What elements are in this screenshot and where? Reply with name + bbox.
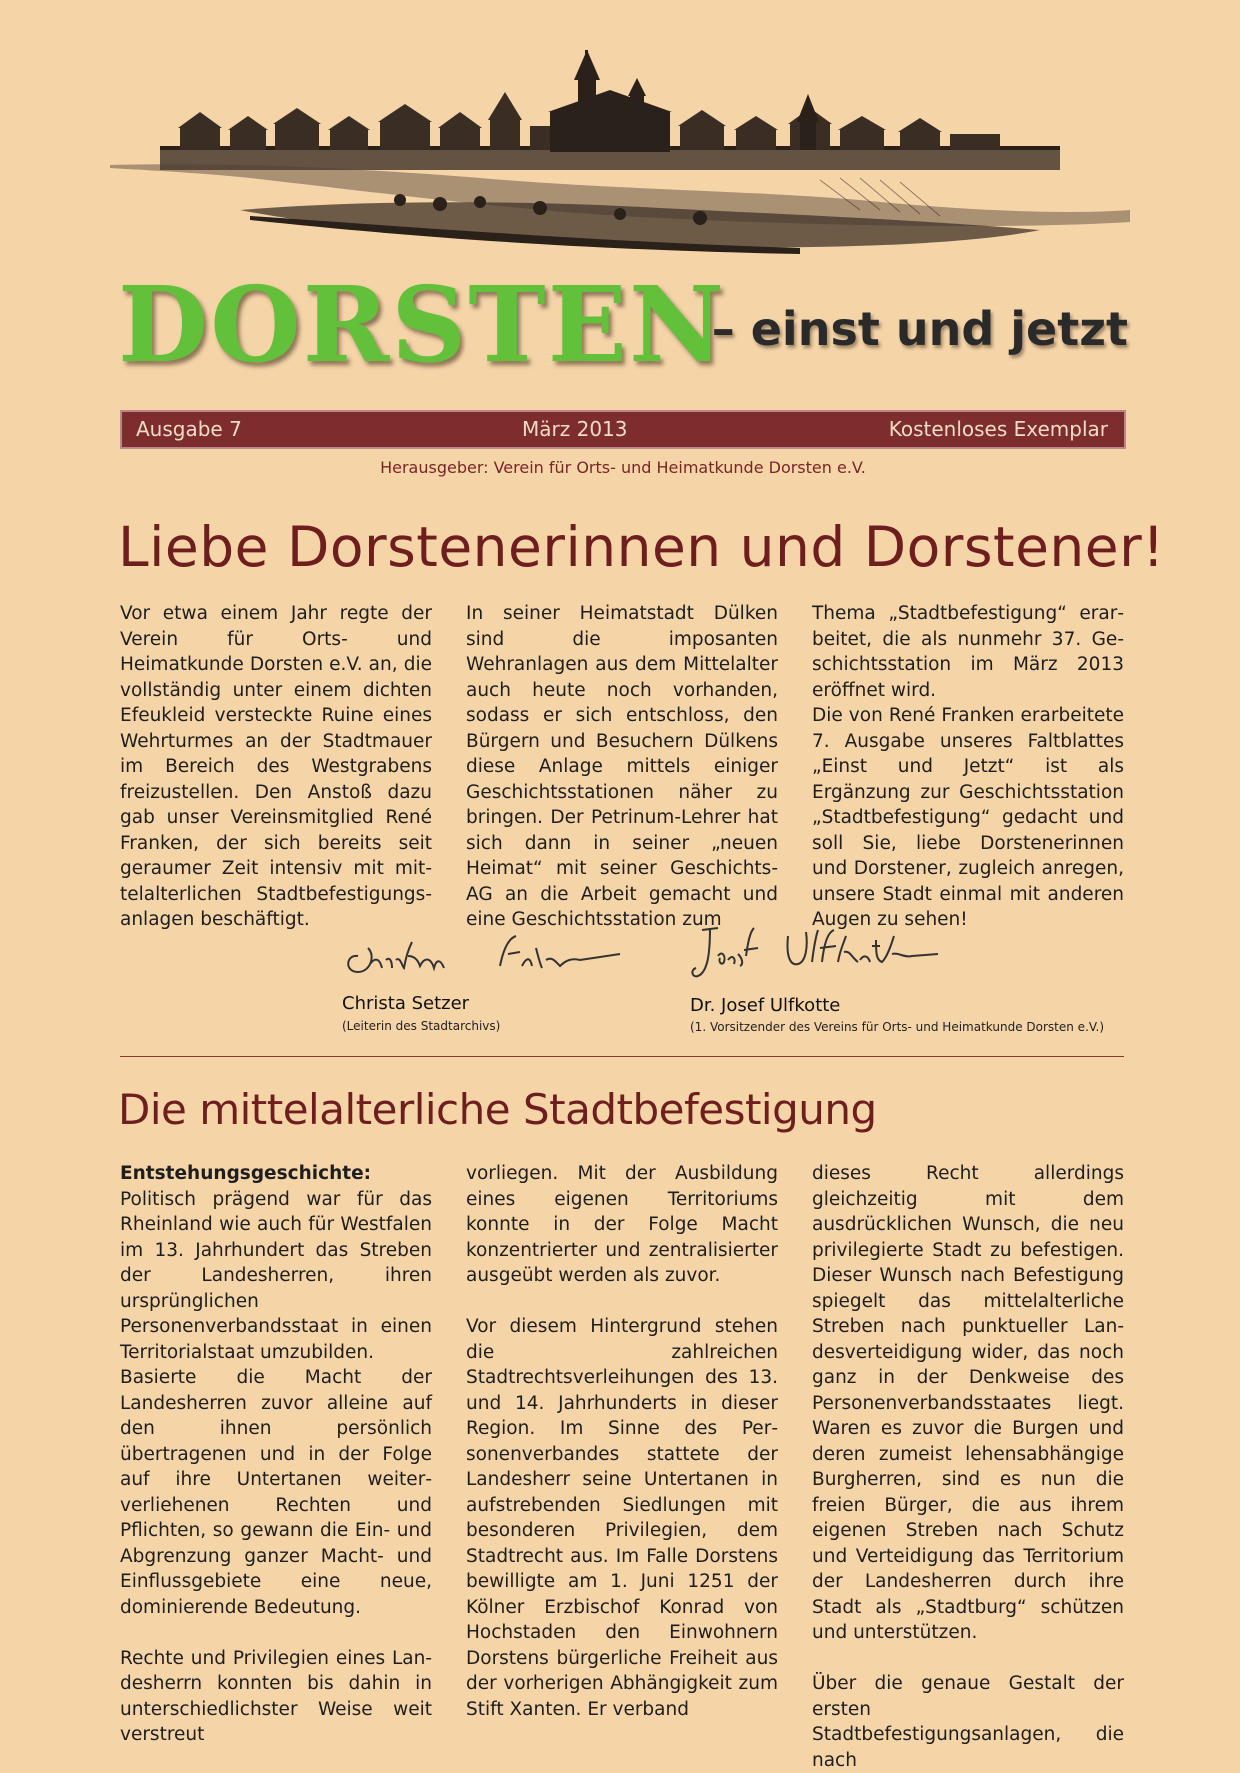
article-paragraph: vorliegen. Mit der Ausbildung eines eigenen Territoriums konnte in der Folge Macht konzentrierter und zentralisierter ausgeübt werden als zuvor. (466, 1163, 778, 1286)
masthead-subtitle: – einst und jetzt (711, 302, 1128, 356)
article-paragraph: Über die genaue Gestalt der ersten Stadtbefestigungsanlagen, die nach (812, 1673, 1124, 1771)
signer-name: Dr. Josef Ulfkotte (690, 995, 841, 1016)
issue-date: März 2013 (522, 417, 628, 441)
signer-name: Christa Setzer (342, 993, 470, 1014)
paragraph-gap (812, 1646, 1124, 1672)
article-column-2 (466, 1161, 778, 1722)
price-note: Kostenloses Exemplar (888, 417, 1108, 441)
paragraph-gap (466, 1289, 778, 1315)
greeting-column-3 (812, 601, 1124, 933)
signer-role: (1. Vorsitzender des Vereins für Orts- und Heimatkunde Dorsten e.V.) (690, 1020, 1105, 1034)
handwritten-signature-ulfkotte (688, 922, 948, 992)
greeting-paragraph: In seiner Heimatstadt Dülken sind die imposanten Wehranlagen aus dem Mittelalter auch heute noch vorhanden, sodass er sich entschloss, den Bürgern und Besuchern Dülkens diese Anlage mittels einiger Geschichtsstationen näher zu bringen. Der Petrinum-Lehrer hat sich dann in seiner „neuen Heimat“ mit seiner Geschichts-AG an die Arbeit gemacht und eine Geschichtsstation zum (466, 603, 778, 930)
signature-ulfkotte (688, 922, 948, 992)
article-paragraph: Vor diesem Hintergrund stehen die zahlreichen Stadtrechtsverleihungen des 13. und 14. Jahrhunderts in dieser Region. Im Sinne des Personenverbandes stattete der Landesherr seine Untertanen in aufstrebenden Siedlungen mit besonderen Privilegien, dem Stadtrecht aus. Im Falle Dorstens bewilligte am 1. Juni 1251 der Kölner Erzbischof Konrad von Hochstaden den Einwohnern Dorstens bürgerliche Freiheit aus der vorherigen Abhängigkeit zum Stift Xanten. Er verband (466, 1316, 778, 1720)
greeting-paragraph: Vor etwa einem Jahr regte der Verein für Orts- und Heimatkunde Dorsten e.V. an, die vollständig unter einem dichten Efeukleid versteckte Ruine eines Wehrturmes an der Stadtmauer im Bereich des Westgrabens freizustellen. Den Anstoß dazu gab unser Vereinsmitglied René Franken, der sich bereits seit geraumer Zeit intensiv mit mittelalterlichen Stadtbefestigungsanlagen beschäftigt. (120, 603, 432, 930)
paragraph-gap (120, 1620, 432, 1646)
signature-setzer (340, 926, 630, 982)
article-paragraph: Rechte und Privilegien eines Landesherrn konnten bis dahin in unterschiedlichster Weise weit verstreut (120, 1647, 432, 1745)
article-subhead: Entstehungsgeschichte: (120, 1163, 372, 1184)
article-paragraph: Politisch prägend war für das Rheinland wie auch für Westfalen im 13. Jahrhundert das Streben der Landesherren, ihren ursprünglichen Personenverbandsstaat in einen Territorialstaat umzubilden. (120, 1188, 432, 1363)
town-skyline-illustration (100, 50, 1140, 280)
article-column-3 (812, 1161, 1124, 1773)
signer-role: (Leiterin des Stadtarchivs) (342, 1019, 501, 1033)
greeting-column-1 (120, 601, 432, 933)
article-column-1 (120, 1161, 432, 1748)
greeting-paragraph: Thema „Stadtbefestigung“ erarbeitet, die als nunmehr 37. Geschichtsstation im März 2013 eröffnet wird. (812, 603, 1124, 701)
article-title: Die mittelalterliche Stadtbefestigung (118, 1085, 877, 1134)
greeting-column-2 (466, 601, 778, 933)
masthead (118, 263, 1128, 386)
article-paragraph: Basierte die Macht der Landesherren zuvor alleine auf den ihnen persönlich übertragenen und in der Folge auf ihre Untertanen weiterverliehenen Rechten und Pflichten, so gewann die Ein- und Abgrenzung ganzer Macht- und Einflussgebiete eine neue, dominierende Bedeutung. (120, 1367, 432, 1618)
section-divider (120, 1056, 1124, 1057)
greeting-paragraph: Die von René Franken erarbeitete 7. Ausgabe unseres Faltblattes „Einst und Jetzt“ ist als Ergänzung zur Geschichtsstation „Stadtbefestigung“ gedacht und soll Sie, liebe Dorstenerinnen und Dorstener, zugleich anregen, unsere Stadt einmal mit anderen Augen zu sehen! (812, 705, 1124, 930)
dorsten-logo: DORSTEN (118, 263, 727, 386)
issue-number: Ausgabe 7 (136, 417, 242, 441)
issue-banner (120, 410, 1126, 449)
article-paragraph: dieses Recht allerdings gleichzeitig mit dem ausdrücklichen Wunsch, die neu privilegierte Stadt zu befestigen. Dieser Wunsch nach Befestigung spiegelt das mittelalterliche Streben nach punktueller Landesverteidigung wider, das noch ganz in der Denkweise des Personenverbandsstaates liegt. Waren es zuvor die Burgen und deren zumeist lehensabhängige Burgherren, sind es nun die freien Bürger, die aus ihrem eigenen Streben nach Schutz und Verteidigung das Territorium der Landesherren durch ihre Stadt als „Stadtburg“ schützen und unterstützen. (812, 1163, 1124, 1643)
publisher-line: Herausgeber: Verein für Orts- und Heimatkunde Dorsten e.V. (380, 458, 866, 477)
handwritten-signature-setzer (340, 926, 630, 982)
greeting-title: Liebe Dorstenerinnen und Dorstener! (118, 515, 1165, 579)
